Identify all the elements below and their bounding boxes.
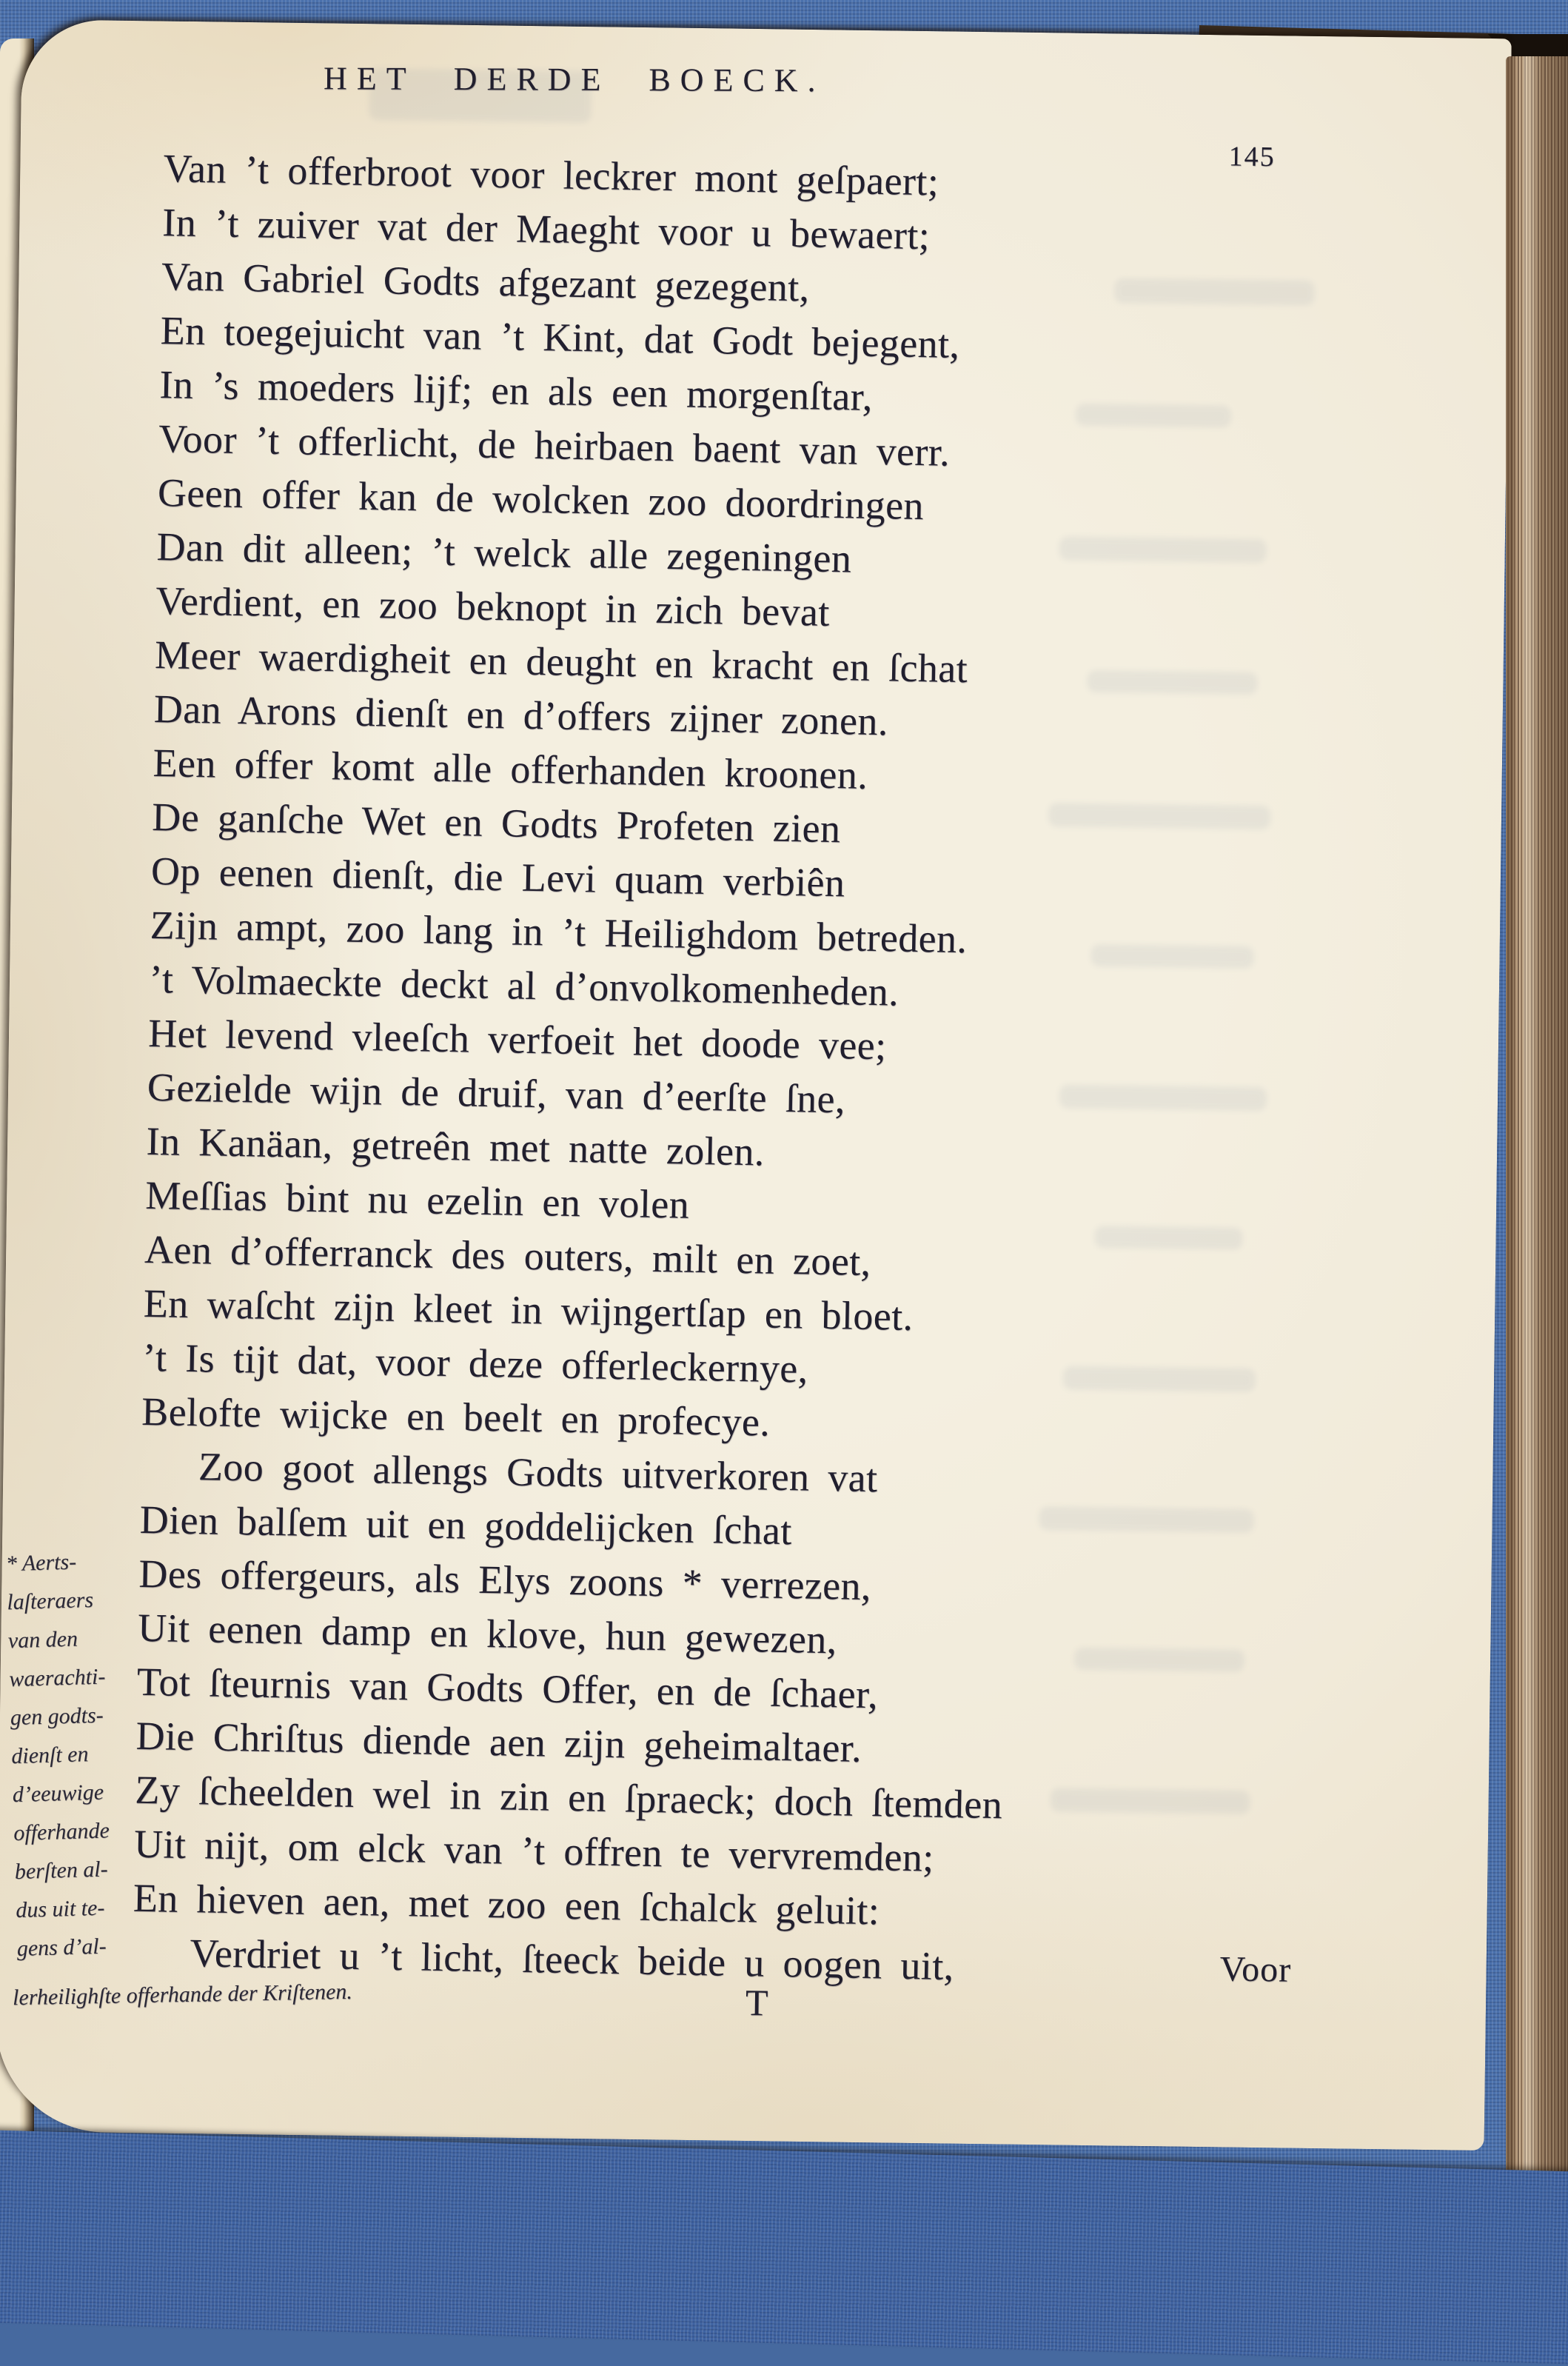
poem-line: In ’t zuiver vat der Maeght voor u bewaert; xyxy=(161,200,931,258)
poem-line: ’t Is tijt dat, voor deze offerleckernye, xyxy=(142,1334,809,1391)
poem-line: De ganſche Wet en Godts Profeten zien xyxy=(151,794,841,852)
bottom-cloth xyxy=(0,2130,1568,2366)
margin-note-line: van den xyxy=(7,1626,78,1654)
catchword: Voor xyxy=(1219,1949,1292,1990)
poem-line: Zijn ampt, zoo lang in ’t Heilighdom betreden. xyxy=(150,902,968,962)
poem-line: Zoo goot allengs Godts uitverkoren vat xyxy=(198,1444,878,1501)
poem-line: En toegejuicht van ’t Kint, dat Godt bejegent, xyxy=(160,308,960,367)
poem xyxy=(132,141,1319,1999)
poem-line: Van Gabriel Godts afgezant gezegent, xyxy=(161,254,811,310)
poem-line: Meſſias bint nu ezelin en volen xyxy=(144,1172,690,1227)
poem-line: Meer waerdigheit en deught en kracht en ſchat xyxy=(154,632,968,692)
poem-line: Dan dit alleen; ’t welck alle zegeningen xyxy=(156,524,852,581)
poem-line: Belofte wijcke en beelt en profecye. xyxy=(141,1388,771,1445)
poem-line: En waſcht zijn kleet in wijngertſap en bloet. xyxy=(143,1280,914,1340)
margin-note-line: dienſt en xyxy=(10,1742,89,1769)
poem-line: Dan Arons dienſt en d’offers zijner zonen. xyxy=(153,686,889,744)
poem-line: Dien balſem uit en goddelijcken ſchat xyxy=(139,1497,793,1554)
book-page xyxy=(0,19,1512,2151)
margin-note-line: offerhande xyxy=(13,1818,110,1846)
margin-note-line: dus uit te- xyxy=(15,1895,105,1923)
poem-line: Een offer komt alle offerhanden kroonen. xyxy=(153,741,868,798)
poem-line: Geen offer kan de wolcken zoo doordringen xyxy=(157,470,925,529)
poem-line: Gezielde wijn de druif, van d’eerſte ſne, xyxy=(147,1064,846,1122)
fore-edge-page-stack xyxy=(1506,56,1568,2208)
margin-note-line: d’eeuwige xyxy=(12,1779,104,1808)
poem-line: Voor ’t offerlicht, de heirbaen baent van verr. xyxy=(158,416,951,475)
margin-note xyxy=(5,1541,165,1969)
poem-line: Des offergeurs, als Elys zoons * verrezen, xyxy=(138,1551,872,1609)
poem-line: En hieven aen, met zoo een ſchalck geluit: xyxy=(133,1875,880,1934)
poem-line: Op eenen dienſt, die Levi quam verbiên xyxy=(150,848,845,906)
poem-line: Het levend vleeſch verfoeit het doode vee; xyxy=(147,1010,888,1069)
poem-line: In Kanäan, getreên met natte zolen. xyxy=(146,1118,765,1174)
margin-note-line: * Aerts- xyxy=(5,1549,77,1577)
margin-note-line: waerachti- xyxy=(8,1664,106,1692)
margin-note-line: laſteraers xyxy=(6,1587,94,1615)
poem-line: Uit eenen damp en klove, hun gewezen, xyxy=(137,1605,838,1662)
running-title: HET DERDE BOECK. xyxy=(323,60,825,99)
poem-line: In ’s moeders lijf; en als een morgenſtar, xyxy=(159,362,874,419)
poem-line: Tot ſteurnis van Godts Offer, en de ſchaer, xyxy=(136,1659,879,1717)
poem-line: Aen d’offerranck des outers, milt en zoet, xyxy=(144,1226,872,1285)
poem-line: Van ’t offerbroot voor leckrer mont geſpaert; xyxy=(163,146,939,204)
margin-note-bottom-line: lerheilighſte offerhande der Kriſtenen. xyxy=(12,1979,353,2011)
margin-note-line: gen godts- xyxy=(10,1702,104,1731)
poem-line: Verdriet u ’t licht, ſteeck beide u oogen uit, xyxy=(190,1931,955,1989)
poem-line: Zy ſcheelden wel in zin en ſpraeck; doch ſtemden xyxy=(134,1767,1003,1828)
poem-line: ’t Volmaeckte deckt al d’onvolkomenheden. xyxy=(149,956,899,1015)
page-number: 145 xyxy=(1228,141,1276,173)
poem-line: Uit nijt, om elck van ’t offren te vervremden; xyxy=(133,1821,935,1880)
signature-mark: T xyxy=(745,1982,768,2024)
poem-line: Verdient, en zoo beknopt in zich bevat xyxy=(155,578,831,635)
margin-note-line: gens d’al- xyxy=(16,1934,107,1962)
margin-note-line: berſten al- xyxy=(14,1857,109,1885)
poem-line: Die Chriſtus diende aen zijn geheimaltaer. xyxy=(135,1713,862,1771)
